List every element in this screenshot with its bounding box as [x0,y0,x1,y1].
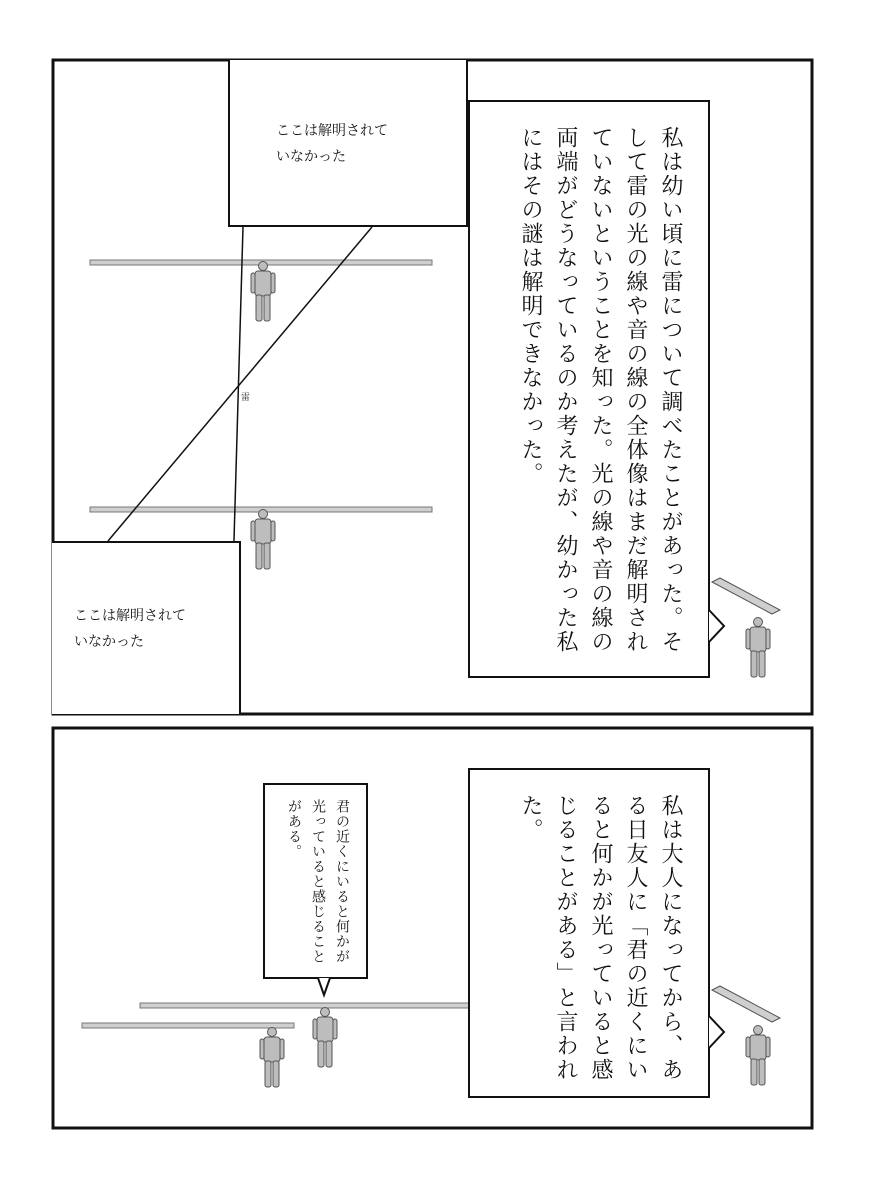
lightning-label: 雷 [241,393,251,403]
speech-text: 君の近くにいると何かが光っていると感じることがある。 [286,799,350,964]
caption-bottom-text: ここは解明されて いなかった [74,608,186,650]
narration-text-panel-2: 私は大人になってから、ある日友人に「君の近くにいると何かが光っていると感じることがある」と言われた。 [518,794,683,1082]
caption-top-text: ここは解明されて いなかった [276,123,388,165]
narration-text-panel-1: 私は幼い頃に雷について調べたことがあった。そして雷の光の線や音の線の全体像はまだ解明されていないということを知った。光の線や音の線の両端がどうなっているのか考えたが、幼かった私にはその謎は解明できなかった。 [518,126,683,654]
